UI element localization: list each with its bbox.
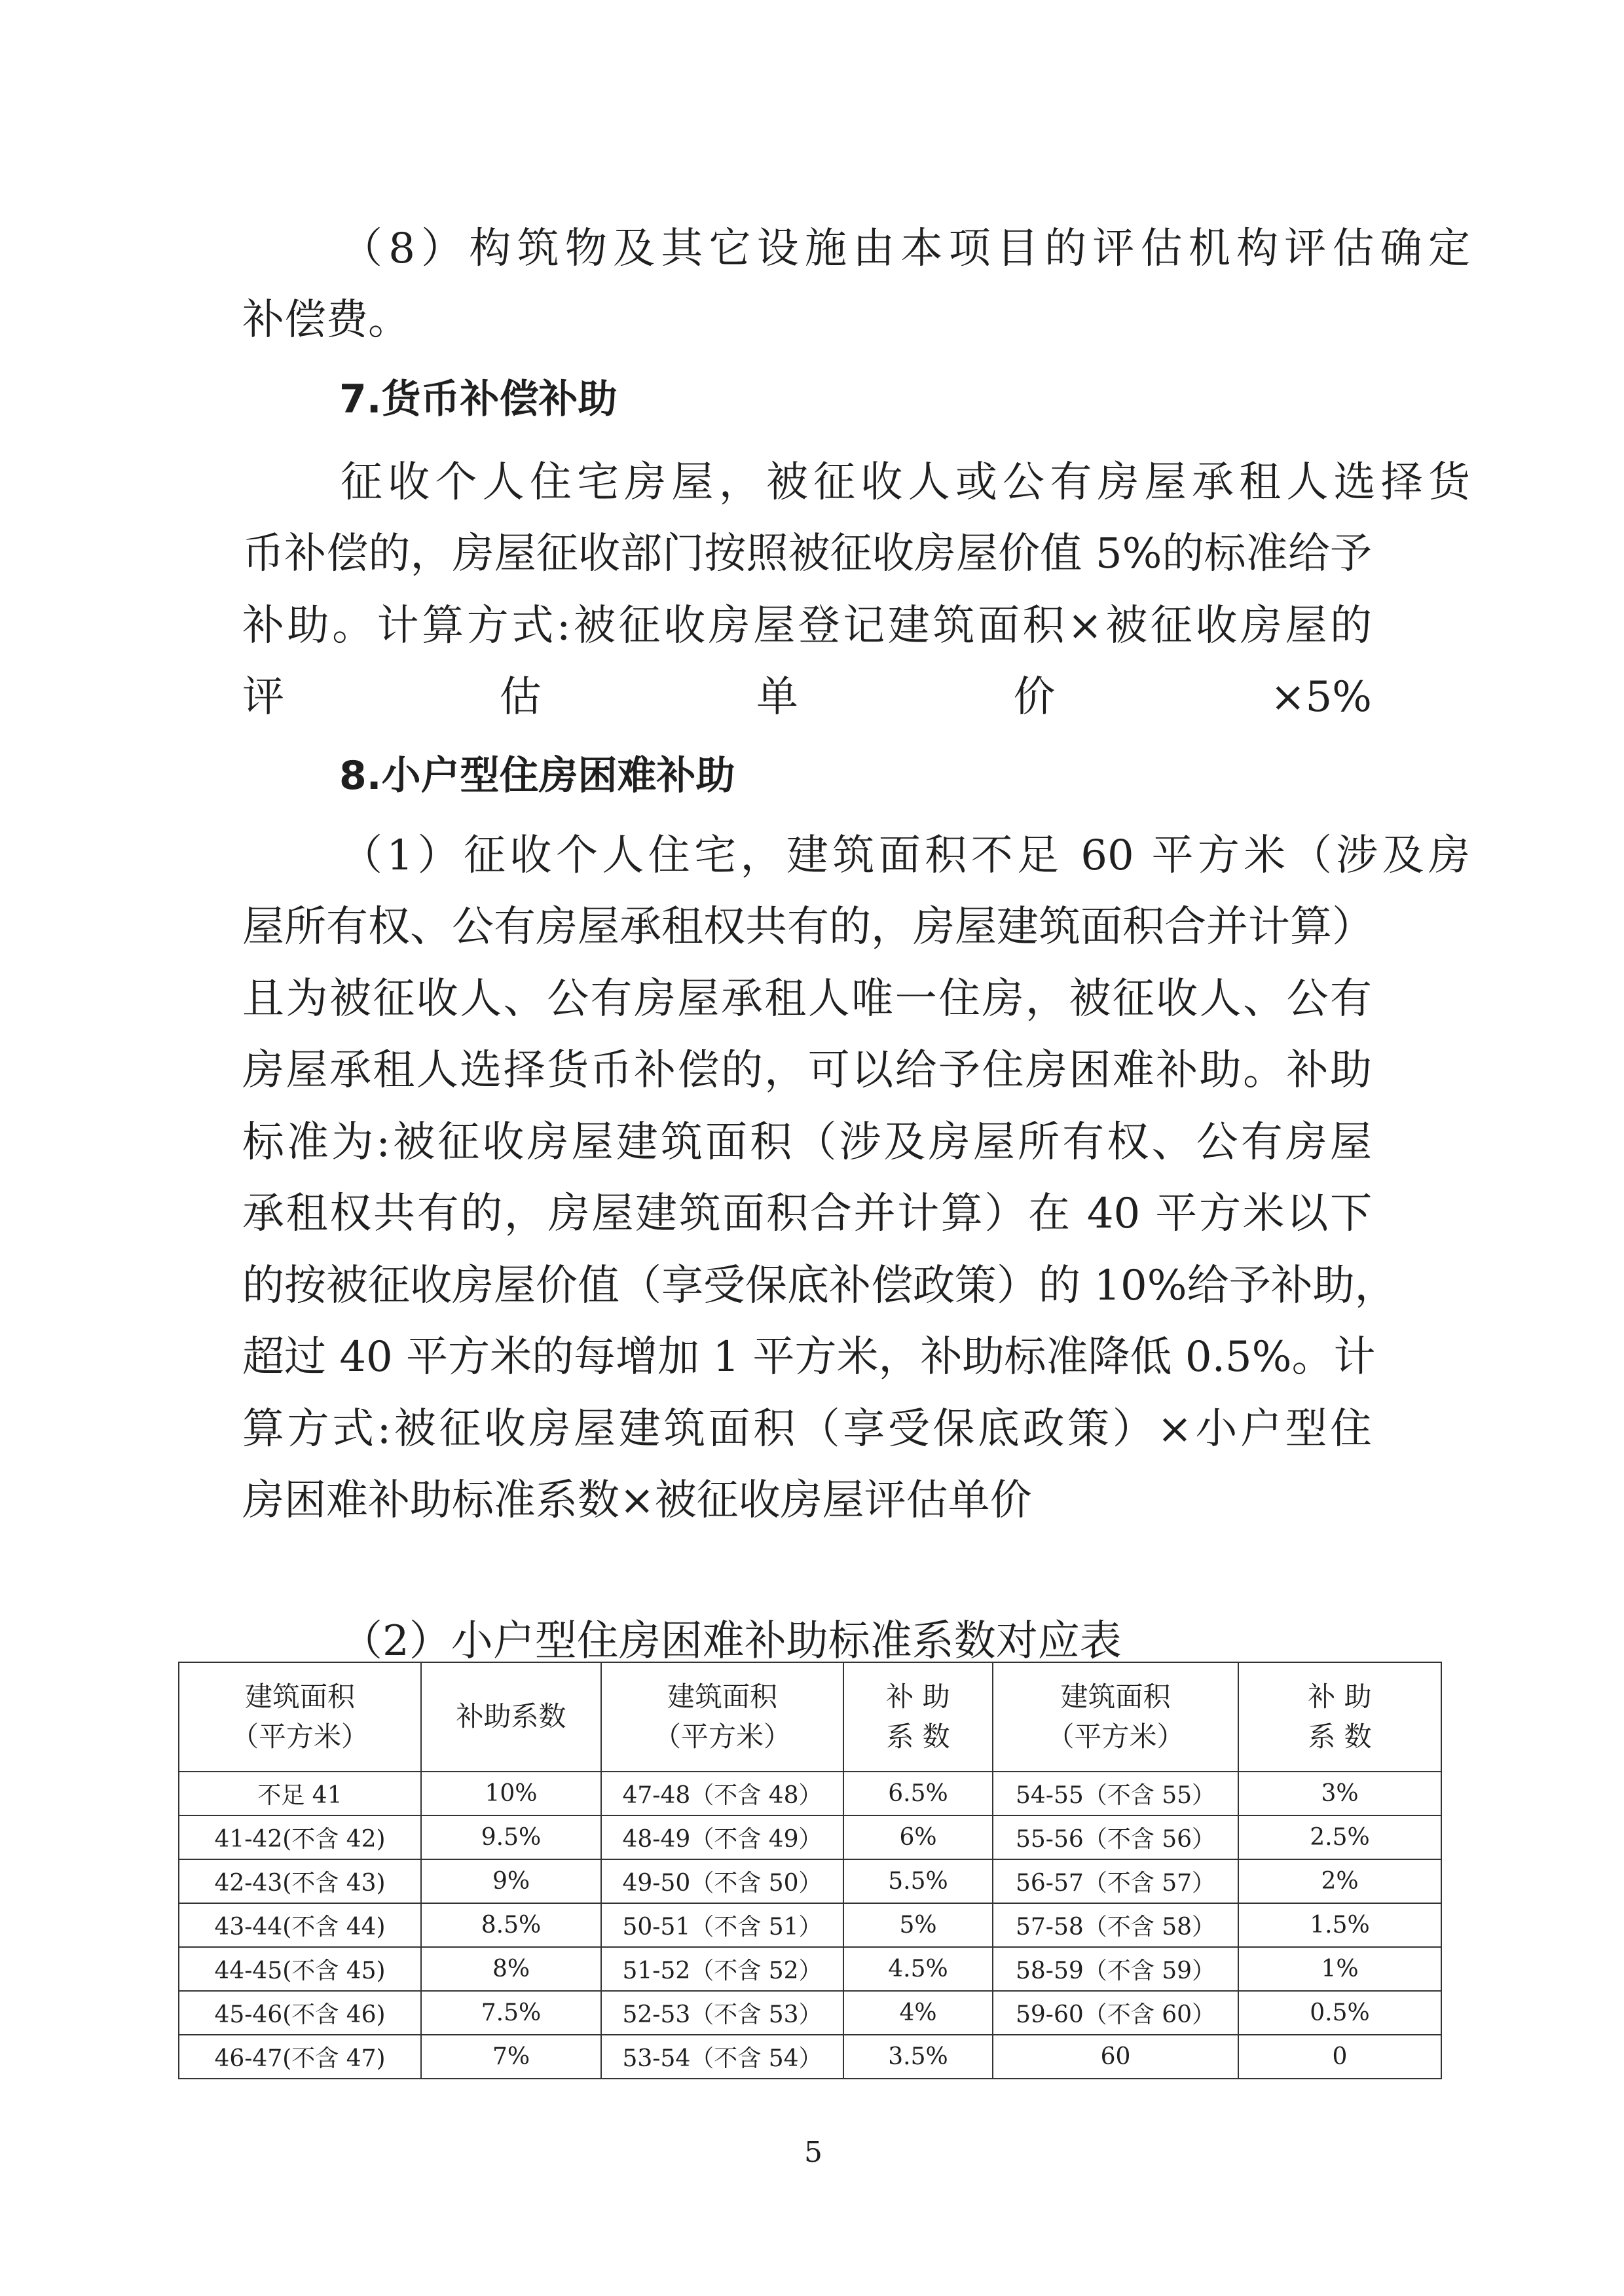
table-header-cell: 补 助 系 数 [1238,1662,1441,1772]
table-cell: 6.5% [843,1772,993,1815]
table-cell: 4.5% [843,1947,993,1991]
table-header-row [179,1662,1441,1772]
table-cell: 43-44(不含 44) [179,1903,421,1947]
table-cell: 60 [993,2035,1238,2079]
table-cell: 0.5% [1238,1991,1441,2035]
table-cell: 51-52（不含 52） [601,1947,843,1991]
table-cell: 46-47(不含 47) [179,2035,421,2079]
table-cell: 3% [1238,1772,1441,1815]
table-cell: 5% [843,1903,993,1947]
table-cell: 47-48（不含 48） [601,1772,843,1815]
table-cell: 4% [843,1991,993,2035]
table-cell: 59-60（不含 60） [993,1991,1238,2035]
table-header-cell: 补 助 系 数 [843,1662,993,1772]
table-cell: 5.5% [843,1859,993,1903]
table-cell: 2% [1238,1859,1441,1903]
table-row [179,1815,1441,1859]
para-8-line-1: （8）构筑物及其它设施由本项目的评估机构评估确定 [341,225,1470,273]
table-cell: 54-55（不含 55） [993,1772,1238,1815]
section-7-line-4: 评估单价×5% [242,673,1372,721]
table-header-cell: 建筑面积 （平方米） [993,1662,1238,1772]
section-8-line-1: （1）征收个人住宅，建筑面积不足 60 平方米（涉及房 [341,831,1470,880]
table-header-cell: 建筑面积 （平方米） [179,1662,421,1772]
table-cell: 57-58（不含 58） [993,1903,1238,1947]
section-7-heading: 7.货币补偿补助 [339,376,618,422]
table-cell: 49-50（不含 50） [601,1859,843,1903]
section-8-line-5: 标准为:被征收房屋建筑面积（涉及房屋所有权、公有房屋 [242,1118,1372,1167]
section-8-line-3: 且为被征收人、公有房屋承租人唯一住房，被征收人、公有 [242,975,1372,1023]
table-row [179,1772,1441,1815]
section-8-line-9: 算方式:被征收房屋建筑面积（享受保底政策）×小户型住 [242,1405,1372,1453]
table-row [179,2035,1441,2079]
table-caption: （2）小户型住房困难补助标准系数对应表 [341,1617,1122,1666]
table-cell: 52-53（不含 53） [601,1991,843,2035]
table-cell: 6% [843,1815,993,1859]
table-cell: 10% [421,1772,601,1815]
table-header-cell: 建筑面积 （平方米） [601,1662,843,1772]
table-cell: 1% [1238,1947,1441,1991]
table-cell: 7% [421,2035,601,2079]
table-cell: 9.5% [421,1815,601,1859]
section-7-line-1: 征收个人住宅房屋，被征收人或公有房屋承租人选择货 [341,458,1470,507]
table-row [179,1859,1441,1903]
table-cell: 不足 41 [179,1772,421,1815]
section-8-line-10: 房困难补助标准系数×被征收房屋评估单价 [242,1476,1032,1525]
table-cell: 42-43(不含 43) [179,1859,421,1903]
table-cell: 0 [1238,2035,1441,2079]
section-8-line-7: 的按被征收房屋价值（享受保底补偿政策）的 10%给予补助， [242,1262,1397,1310]
table-cell: 53-54（不含 54） [601,2035,843,2079]
table-cell: 8.5% [421,1903,601,1947]
table-cell: 7.5% [421,1991,601,2035]
table-cell: 2.5% [1238,1815,1441,1859]
table-row [179,1991,1441,2035]
section-8-heading: 8.小户型住房困难补助 [339,753,735,799]
section-8-line-2: 屋所有权、公有房屋承租权共有的，房屋建筑面积合并计算） [242,903,1374,951]
table-row [179,1903,1441,1947]
table-cell: 41-42(不含 42) [179,1815,421,1859]
table-header-cell: 补助系数 [421,1662,601,1772]
coefficient-table [178,1662,1442,2079]
para-8-line-2: 补偿费。 [242,296,410,344]
table-cell: 8% [421,1947,601,1991]
table-cell: 55-56（不含 56） [993,1815,1238,1859]
table-cell: 1.5% [1238,1903,1441,1947]
section-8-line-4: 房屋承租人选择货币补偿的，可以给予住房困难补助。补助 [242,1046,1372,1095]
table-cell: 50-51（不含 51） [601,1903,843,1947]
page-number: 5 [804,2136,822,2169]
table-cell: 45-46(不含 46) [179,1991,421,2035]
table-cell: 3.5% [843,2035,993,2079]
section-8-line-8: 超过 40 平方米的每增加 1 平方米，补助标准降低 0.5%。计 [242,1333,1376,1381]
table-cell: 48-49（不含 49） [601,1815,843,1859]
section-8-line-6: 承租权共有的，房屋建筑面积合并计算）在 40 平方米以下 [242,1190,1372,1238]
table-cell: 44-45(不含 45) [179,1947,421,1991]
table-cell: 56-57（不含 57） [993,1859,1238,1903]
table-cell: 58-59（不含 59） [993,1947,1238,1991]
section-7-line-3: 补助。计算方式:被征收房屋登记建筑面积×被征收房屋的 [242,602,1372,650]
table-row [179,1947,1441,1991]
section-7-line-2: 币补偿的，房屋征收部门按照被征收房屋价值 5%的标准给予 [242,530,1372,578]
table-cell: 9% [421,1859,601,1903]
